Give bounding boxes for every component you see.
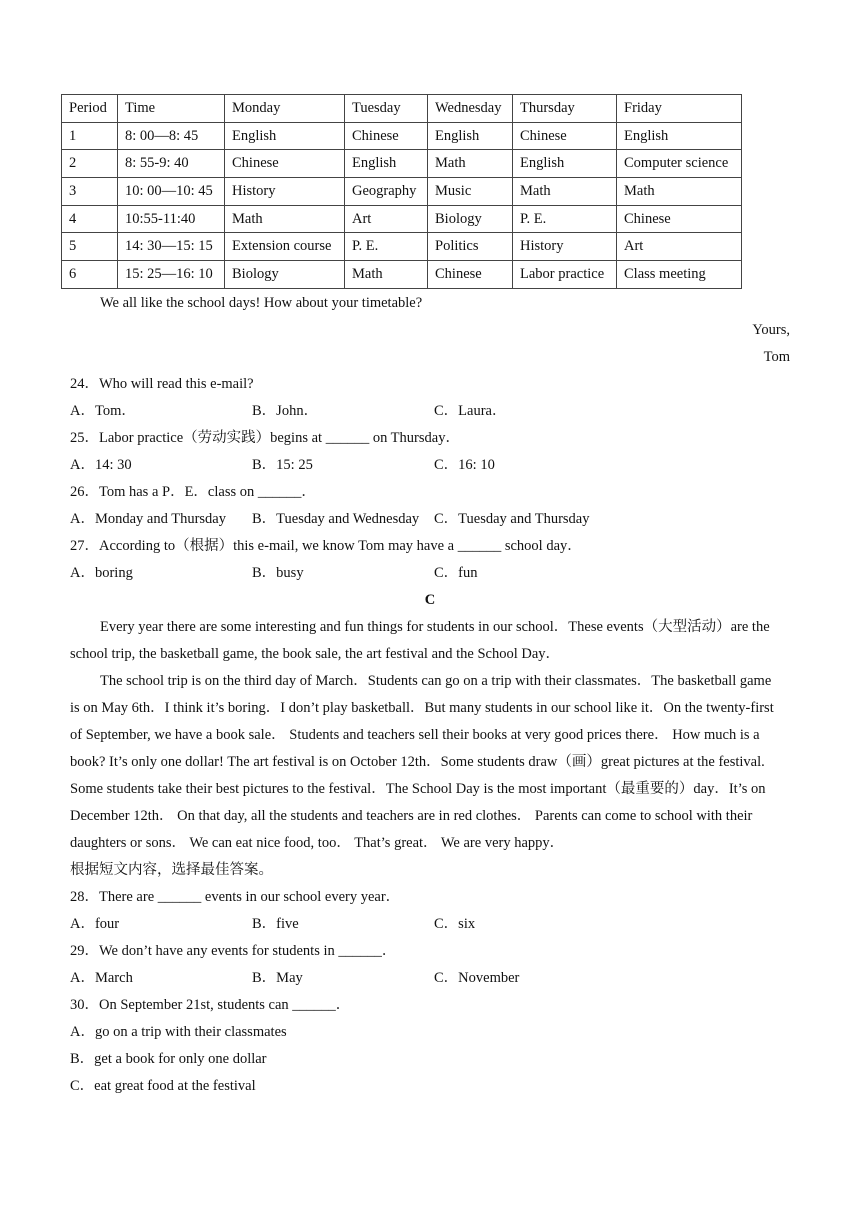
- question-28-option-a: A．four: [70, 916, 120, 932]
- table-row: [62, 122, 742, 150]
- question-29-option-b: B．May: [252, 970, 303, 986]
- question-28: 28．There are ______ events in our school every year．: [70, 889, 401, 905]
- timetable: [61, 94, 742, 289]
- table-cell: English: [428, 122, 513, 150]
- table-row: [62, 178, 742, 206]
- table-cell: Geography: [345, 178, 428, 206]
- header-monday: Monday: [225, 95, 345, 123]
- question-25-option-a: A．14: 30: [70, 457, 132, 473]
- table-row: [62, 233, 742, 261]
- passage-line: is on May 6th．I think it’s boring．I don’t play basketball．But many students in our school like it．On the twenty-first: [70, 700, 774, 716]
- table-cell: 10:55-11:40: [118, 205, 225, 233]
- table-cell: 3: [62, 178, 118, 206]
- question-26-option-a: A．Monday and Thursday: [70, 511, 226, 527]
- question-28-option-c: C．six: [434, 916, 476, 932]
- table-cell: Labor practice: [513, 261, 617, 289]
- question-27-option-b: B．busy: [252, 565, 304, 581]
- table-cell: History: [513, 233, 617, 261]
- table-cell: 2: [62, 150, 118, 178]
- question-27: 27．According to（根据）this e-mail, we know Tom may have a ______ school day．: [70, 538, 582, 554]
- table-cell: Music: [428, 178, 513, 206]
- question-30-option-c: C．eat great food at the festival: [70, 1078, 256, 1094]
- question-25-option-c: C．16: 10: [434, 457, 495, 473]
- table-cell: English: [617, 122, 742, 150]
- email-closing-text: We all like the school days! How about your timetable?: [100, 295, 423, 311]
- table-cell: Chinese: [513, 122, 617, 150]
- email-signature: Tom: [763, 349, 790, 365]
- table-cell: 8: 00—8: 45: [118, 122, 225, 150]
- question-25-option-b: B．15: 25: [252, 457, 313, 473]
- table-cell: Class meeting: [617, 261, 742, 289]
- passage-line: December 12th． On that day, all the students and teachers are in red clothes． Parents can come to school with their: [70, 808, 753, 824]
- header-period: Period: [62, 95, 118, 123]
- question-28-option-b: B．five: [252, 916, 299, 932]
- question-30-option-b: B．get a book for only one dollar: [70, 1051, 267, 1067]
- question-26: 26．Tom has a P．E．class on ______．: [70, 484, 316, 500]
- header-wednesday: Wednesday: [428, 95, 513, 123]
- table-cell: Chinese: [428, 261, 513, 289]
- table-row: [62, 150, 742, 178]
- passage-line: Some students take their best pictures to the festival．The School Day is the most important（最重要的）day．It’s on: [70, 781, 766, 797]
- passage-line: school trip, the basketball game, the book sale, the art festival and the School Day．: [70, 646, 561, 662]
- header-thursday: Thursday: [513, 95, 617, 123]
- question-24-option-c: C．Laura．: [434, 403, 507, 419]
- passage-line: of September, we have a book sale． Students and teachers sell their books at very good prices there． How much is a: [70, 727, 760, 743]
- table-cell: 1: [62, 122, 118, 150]
- header-friday: Friday: [617, 95, 742, 123]
- table-cell: Math: [225, 205, 345, 233]
- table-row: [62, 261, 742, 289]
- question-26-option-b: B．Tuesday and Wednesday: [252, 511, 420, 527]
- table-cell: Math: [513, 178, 617, 206]
- email-yours: Yours,: [752, 322, 790, 338]
- table-cell: P. E.: [513, 205, 617, 233]
- table-cell: English: [225, 122, 345, 150]
- table-cell: Extension course: [225, 233, 345, 261]
- section-c-heading: C: [424, 592, 436, 608]
- table-cell: English: [345, 150, 428, 178]
- passage-line: book? It’s only one dollar! The art festival is on October 12th．Some students draw（画）great pictures at the festival.: [70, 754, 765, 770]
- table-cell: 6: [62, 261, 118, 289]
- question-25: 25．Labor practice（劳动实践）begins at ______ on Thursday．: [70, 430, 460, 446]
- table-cell: Computer science: [617, 150, 742, 178]
- table-cell: P. E.: [345, 233, 428, 261]
- table-cell: Math: [428, 150, 513, 178]
- table-cell: Biology: [428, 205, 513, 233]
- passage-line: Every year there are some interesting and fun things for students in our school．These events（大型活动）are the: [100, 619, 770, 635]
- table-cell: 8: 55-9: 40: [118, 150, 225, 178]
- question-24-option-b: B．John．: [252, 403, 319, 419]
- table-cell: 5: [62, 233, 118, 261]
- table-cell: Art: [345, 205, 428, 233]
- passage-line: daughters or sons． We can eat nice food, too． That’s great． We are very happy．: [70, 835, 565, 851]
- timetable-header-row: [62, 95, 742, 123]
- header-tuesday: Tuesday: [345, 95, 428, 123]
- question-30-option-a: A．go on a trip with their classmates: [70, 1024, 287, 1040]
- table-cell: 4: [62, 205, 118, 233]
- question-30: 30．On September 21st, students can ______．: [70, 997, 351, 1013]
- table-cell: Math: [345, 261, 428, 289]
- table-cell: Art: [617, 233, 742, 261]
- table-cell: Math: [617, 178, 742, 206]
- table-cell: Politics: [428, 233, 513, 261]
- question-27-option-c: C．fun: [434, 565, 478, 581]
- question-26-option-c: C．Tuesday and Thursday: [434, 511, 590, 527]
- header-time: Time: [118, 95, 225, 123]
- table-cell: Chinese: [617, 205, 742, 233]
- question-24-option-a: A．Tom．: [70, 403, 136, 419]
- table-cell: 15: 25—16: 10: [118, 261, 225, 289]
- table-cell: Chinese: [345, 122, 428, 150]
- passage-line: The school trip is on the third day of March．Students can go on a trip with their classmates．The basketball game: [100, 673, 772, 689]
- table-cell: 14: 30—15: 15: [118, 233, 225, 261]
- table-cell: English: [513, 150, 617, 178]
- question-29-option-c: C．November: [434, 970, 520, 986]
- question-29-option-a: A．March: [70, 970, 133, 986]
- table-cell: Chinese: [225, 150, 345, 178]
- question-29: 29．We don’t have any events for students in ______．: [70, 943, 397, 959]
- question-27-option-a: A．boring: [70, 565, 133, 581]
- table-cell: History: [225, 178, 345, 206]
- table-row: [62, 205, 742, 233]
- question-24: 24．Who will read this e-mail?: [70, 376, 254, 392]
- table-cell: 10: 00—10: 45: [118, 178, 225, 206]
- table-cell: Biology: [225, 261, 345, 289]
- section-c-instruction: 根据短文内容，选择最佳答案。: [70, 862, 273, 878]
